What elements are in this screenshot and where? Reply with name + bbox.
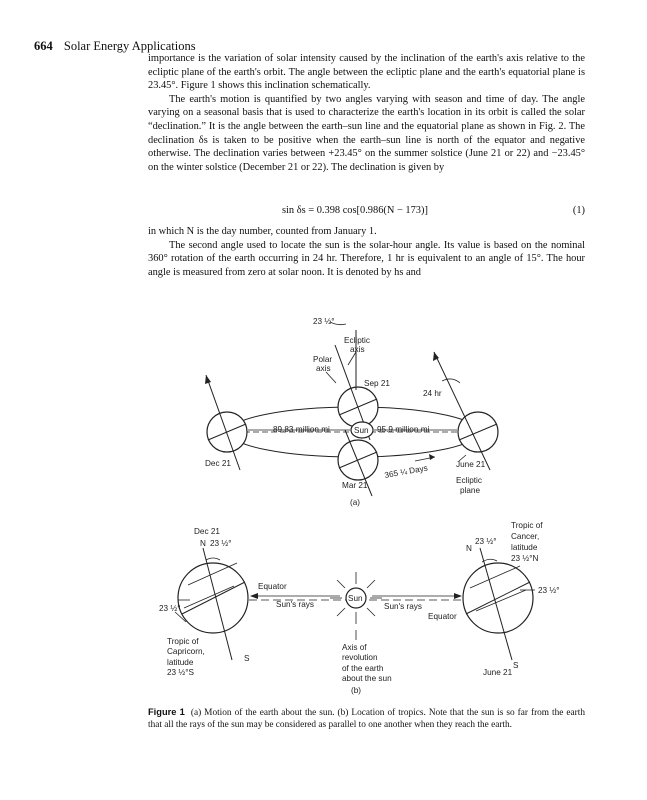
label-axis-rev-1: Axis of bbox=[342, 643, 367, 652]
paragraph-1: importance is the variation of solar intensity caused by the inclination of the earth's axis relative to the ecliptic plane of the earth's orbit. The angle between the ecliptic plane and the earth's equatorial plane is 23.45°. Figure 1 shows this inclination schematically. bbox=[148, 53, 585, 92]
label-june-a: June 21 bbox=[456, 460, 486, 469]
label-ecliptic-axis-1: Ecliptic bbox=[344, 336, 370, 345]
paragraph-2: The earth's motion is quantified by two angles varying with season and time of day. The angle varying on a seasonal basis that is used to characterize the earth's location in its orbit is called the solar “declination.” It is the angle between the earth–sun line and the equatorial plane as shown in Fig. 2. The declination δs is taken to be positive when the earth–sun line is north of the equator and negative otherwise. The declination varies between +23.45° on the summer solstice (June 21 or 22) and −23.45° on the winter solstice (December 21 or 22). The declination is given by bbox=[148, 93, 585, 173]
label-equator-left: Equator bbox=[258, 582, 287, 591]
running-title: Solar Energy Applications bbox=[63, 39, 196, 53]
label-mar: Mar 21 bbox=[342, 481, 368, 490]
label-axis-rev-2: revolution bbox=[342, 653, 378, 662]
polar-pointer bbox=[326, 372, 336, 383]
label-s-right: S bbox=[513, 661, 519, 670]
label-tilt-right: 23 ½° bbox=[475, 537, 497, 546]
label-polar-axis-2: axis bbox=[316, 364, 331, 373]
label-tilt-side-right: 23 ½° bbox=[538, 586, 560, 595]
label-capricorn-4: 23 ½°S bbox=[167, 668, 194, 677]
label-june-b: June 21 bbox=[483, 668, 513, 677]
label-dec-a: Dec 21 bbox=[205, 459, 231, 468]
label-tilt-side-left: 23 ½° bbox=[159, 604, 181, 613]
rotation-arc bbox=[442, 379, 460, 383]
label-ecliptic-axis-2: axis bbox=[350, 345, 365, 354]
caption-label: Figure 1 bbox=[148, 707, 185, 717]
figure-caption bbox=[148, 706, 585, 732]
label-cancer-3: latitude bbox=[511, 543, 538, 552]
figure-a bbox=[205, 317, 498, 507]
label-capricorn-3: latitude bbox=[167, 658, 194, 667]
label-capricorn-2: Capricorn, bbox=[167, 647, 205, 656]
label-n-left: N bbox=[200, 539, 206, 548]
label-rays-left: Sun's rays bbox=[276, 600, 314, 609]
label-ecliptic-plane-2: plane bbox=[460, 486, 481, 495]
axis-june bbox=[434, 352, 490, 470]
caption-text: (a) Motion of the earth about the sun. (b) Location of tropics. Note that the sun is so far from the earth that all the rays of the sun may be considered as parallel to one another when they reach the earth. bbox=[148, 708, 585, 731]
label-axis-rev-3: of the earth bbox=[342, 664, 384, 673]
label-cancer-4: 23 ½°N bbox=[511, 554, 539, 563]
equation-number: (1) bbox=[572, 205, 585, 216]
label-rotation: 24 hr bbox=[423, 389, 442, 398]
paragraph-3: in which N is the day number, counted from January 1. bbox=[148, 226, 377, 237]
label-tilt-left: 23 ½° bbox=[210, 539, 232, 548]
arrow-dec bbox=[205, 375, 211, 384]
label-rays-right: Sun's rays bbox=[384, 602, 422, 611]
label-dist-left: 89.83 million mi bbox=[273, 425, 330, 434]
label-capricorn-1: Tropic of bbox=[167, 637, 199, 646]
label-dist-right: 95.9 million mi bbox=[377, 425, 430, 434]
label-polar-axis-1: Polar bbox=[313, 355, 333, 364]
label-sun-a: Sun bbox=[354, 426, 369, 435]
label-panel-b: (b) bbox=[351, 686, 362, 695]
label-cancer-1: Tropic of bbox=[511, 521, 543, 530]
label-panel-a: (a) bbox=[350, 498, 361, 507]
label-axis-rev-4: about the sun bbox=[342, 674, 392, 683]
figure-b bbox=[159, 521, 559, 695]
page-number: 664 bbox=[34, 39, 53, 53]
label-days: 365 ¼ Days bbox=[383, 463, 429, 480]
label-equator-right: Equator bbox=[428, 612, 457, 621]
label-s-left: S bbox=[244, 654, 250, 663]
label-tilt-a: 23 ½° bbox=[313, 317, 335, 326]
label-n-right: N bbox=[466, 544, 472, 553]
label-dec-b: Dec 21 bbox=[194, 527, 220, 536]
label-sun-b: Sun bbox=[348, 594, 363, 603]
label-cancer-2: Cancer, bbox=[511, 532, 540, 541]
label-ecliptic-plane-1: Ecliptic bbox=[456, 476, 482, 485]
paragraph-4: The second angle used to locate the sun is the solar-hour angle. Its value is based on the nominal 360° rotation of the earth occurring in 24 hr. Therefore, 1 hr is equivalent to an angle of 15°. The hour angle is measured from zero at solar noon. It is denoted by hs and bbox=[148, 239, 585, 278]
label-sep: Sep 21 bbox=[364, 379, 390, 388]
equation-expression: sin δs = 0.398 cos[0.986(N − 173)] bbox=[282, 205, 428, 216]
